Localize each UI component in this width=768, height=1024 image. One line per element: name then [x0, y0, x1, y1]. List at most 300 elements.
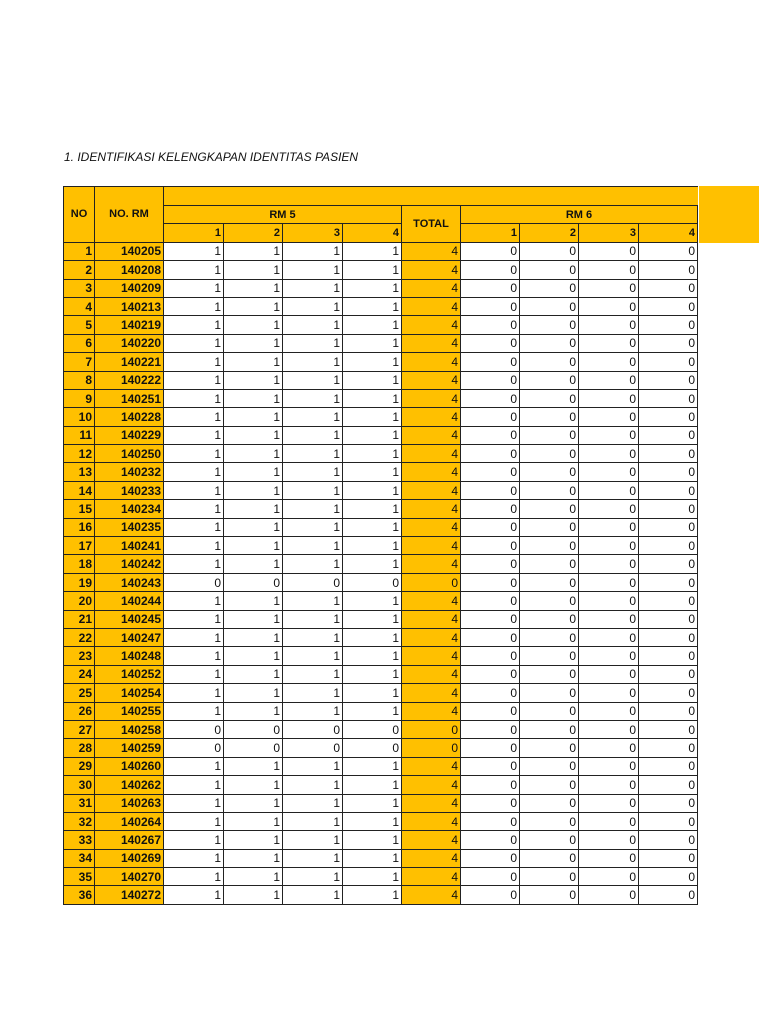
cell-no-rm[interactable]: 140259: [95, 739, 164, 757]
cell-rm5-1[interactable]: 1: [164, 445, 224, 463]
cell-rm5-4[interactable]: 1: [343, 389, 402, 407]
cell-rm5-1[interactable]: 0: [164, 573, 224, 591]
cell-rm5-1[interactable]: 1: [164, 389, 224, 407]
cell-rm5-4[interactable]: 1: [343, 647, 402, 665]
cell-no[interactable]: 27: [64, 720, 95, 738]
cell-rm5-2[interactable]: 1: [224, 702, 283, 720]
cell-rm5-1[interactable]: 1: [164, 647, 224, 665]
cell-rm6-1[interactable]: 0: [461, 316, 520, 334]
cell-no[interactable]: 29: [64, 757, 95, 775]
cell-rm6-1[interactable]: 0: [461, 628, 520, 646]
cell-rm6-1[interactable]: 0: [461, 886, 520, 904]
cell-total[interactable]: 4: [402, 812, 461, 830]
cell-rm6-3[interactable]: 0: [579, 297, 639, 315]
cell-rm6-1[interactable]: 0: [461, 518, 520, 536]
cell-rm5-4[interactable]: 1: [343, 684, 402, 702]
cell-rm6-1[interactable]: 0: [461, 242, 520, 260]
cell-no-rm[interactable]: 140251: [95, 389, 164, 407]
header-rm5-2[interactable]: 2: [224, 224, 283, 242]
cell-no[interactable]: 8: [64, 371, 95, 389]
cell-rm6-4[interactable]: 0: [639, 463, 698, 481]
cell-no[interactable]: 2: [64, 261, 95, 279]
header-no-rm[interactable]: NO. RM: [95, 187, 164, 243]
cell-rm6-1[interactable]: 0: [461, 720, 520, 738]
cell-rm6-2[interactable]: 0: [520, 886, 579, 904]
header-rm6-2[interactable]: 2: [520, 224, 579, 242]
cell-rm6-3[interactable]: 0: [579, 665, 639, 683]
cell-rm5-2[interactable]: 1: [224, 426, 283, 444]
cell-rm6-1[interactable]: 0: [461, 610, 520, 628]
cell-rm6-3[interactable]: 0: [579, 408, 639, 426]
header-rm5-1[interactable]: 1: [164, 224, 224, 242]
cell-rm6-1[interactable]: 0: [461, 831, 520, 849]
cell-rm6-3[interactable]: 0: [579, 555, 639, 573]
cell-rm5-1[interactable]: 1: [164, 242, 224, 260]
cell-rm5-2[interactable]: 1: [224, 261, 283, 279]
cell-rm6-3[interactable]: 0: [579, 371, 639, 389]
cell-rm6-4[interactable]: 0: [639, 647, 698, 665]
cell-rm6-3[interactable]: 0: [579, 886, 639, 904]
cell-rm6-3[interactable]: 0: [579, 334, 639, 352]
cell-rm6-3[interactable]: 0: [579, 702, 639, 720]
cell-rm6-1[interactable]: 0: [461, 665, 520, 683]
cell-rm5-4[interactable]: 1: [343, 886, 402, 904]
cell-no[interactable]: 24: [64, 665, 95, 683]
cell-rm5-4[interactable]: 1: [343, 297, 402, 315]
cell-no[interactable]: 5: [64, 316, 95, 334]
cell-rm6-1[interactable]: 0: [461, 297, 520, 315]
cell-no-rm[interactable]: 140244: [95, 592, 164, 610]
cell-rm6-2[interactable]: 0: [520, 684, 579, 702]
cell-rm6-1[interactable]: 0: [461, 408, 520, 426]
cell-rm6-1[interactable]: 0: [461, 279, 520, 297]
cell-rm5-3[interactable]: 1: [283, 702, 343, 720]
cell-rm6-4[interactable]: 0: [639, 297, 698, 315]
cell-total[interactable]: 4: [402, 592, 461, 610]
cell-rm5-4[interactable]: 1: [343, 481, 402, 499]
cell-rm5-4[interactable]: 1: [343, 316, 402, 334]
cell-rm5-3[interactable]: 1: [283, 297, 343, 315]
cell-total[interactable]: 4: [402, 316, 461, 334]
cell-rm6-2[interactable]: 0: [520, 426, 579, 444]
cell-rm5-2[interactable]: 1: [224, 408, 283, 426]
cell-rm5-1[interactable]: 1: [164, 812, 224, 830]
cell-rm6-3[interactable]: 0: [579, 868, 639, 886]
cell-no-rm[interactable]: 140233: [95, 481, 164, 499]
cell-rm5-1[interactable]: 1: [164, 555, 224, 573]
cell-rm6-1[interactable]: 0: [461, 702, 520, 720]
cell-rm5-1[interactable]: 1: [164, 481, 224, 499]
cell-rm6-1[interactable]: 0: [461, 555, 520, 573]
cell-rm5-2[interactable]: 1: [224, 684, 283, 702]
cell-rm6-1[interactable]: 0: [461, 849, 520, 867]
cell-rm6-3[interactable]: 0: [579, 242, 639, 260]
cell-rm5-1[interactable]: 1: [164, 610, 224, 628]
cell-rm5-4[interactable]: 1: [343, 463, 402, 481]
cell-rm6-2[interactable]: 0: [520, 279, 579, 297]
cell-no-rm[interactable]: 140219: [95, 316, 164, 334]
cell-rm5-2[interactable]: 1: [224, 812, 283, 830]
cell-rm5-4[interactable]: 1: [343, 518, 402, 536]
cell-total[interactable]: 4: [402, 610, 461, 628]
cell-rm5-4[interactable]: 1: [343, 812, 402, 830]
cell-rm6-4[interactable]: 0: [639, 371, 698, 389]
cell-rm6-3[interactable]: 0: [579, 481, 639, 499]
cell-rm5-4[interactable]: 0: [343, 739, 402, 757]
cell-rm6-3[interactable]: 0: [579, 316, 639, 334]
cell-total[interactable]: 4: [402, 518, 461, 536]
cell-rm6-1[interactable]: 0: [461, 592, 520, 610]
cell-no-rm[interactable]: 140213: [95, 297, 164, 315]
cell-no[interactable]: 3: [64, 279, 95, 297]
cell-total[interactable]: 4: [402, 408, 461, 426]
cell-rm5-4[interactable]: 0: [343, 573, 402, 591]
cell-rm5-3[interactable]: 1: [283, 445, 343, 463]
cell-rm5-4[interactable]: 1: [343, 537, 402, 555]
cell-rm5-4[interactable]: 1: [343, 353, 402, 371]
cell-rm5-4[interactable]: 1: [343, 334, 402, 352]
cell-rm5-3[interactable]: 1: [283, 757, 343, 775]
cell-rm6-4[interactable]: 0: [639, 573, 698, 591]
cell-rm5-2[interactable]: 1: [224, 500, 283, 518]
cell-rm5-3[interactable]: 1: [283, 776, 343, 794]
cell-rm5-1[interactable]: 1: [164, 297, 224, 315]
cell-rm5-1[interactable]: 1: [164, 261, 224, 279]
cell-rm6-2[interactable]: 0: [520, 831, 579, 849]
cell-rm5-1[interactable]: 1: [164, 463, 224, 481]
cell-rm5-4[interactable]: 1: [343, 555, 402, 573]
cell-rm6-1[interactable]: 0: [461, 739, 520, 757]
cell-no[interactable]: 6: [64, 334, 95, 352]
cell-rm6-2[interactable]: 0: [520, 445, 579, 463]
cell-no[interactable]: 23: [64, 647, 95, 665]
cell-rm6-4[interactable]: 0: [639, 739, 698, 757]
cell-rm5-2[interactable]: 1: [224, 353, 283, 371]
cell-rm5-3[interactable]: 0: [283, 573, 343, 591]
cell-no-rm[interactable]: 140221: [95, 353, 164, 371]
cell-rm6-3[interactable]: 0: [579, 389, 639, 407]
cell-rm5-3[interactable]: 1: [283, 628, 343, 646]
cell-rm5-3[interactable]: 1: [283, 279, 343, 297]
cell-rm5-4[interactable]: 1: [343, 776, 402, 794]
cell-rm5-2[interactable]: 1: [224, 757, 283, 775]
cell-rm6-4[interactable]: 0: [639, 812, 698, 830]
cell-rm6-4[interactable]: 0: [639, 261, 698, 279]
cell-rm6-3[interactable]: 0: [579, 537, 639, 555]
cell-rm6-3[interactable]: 0: [579, 739, 639, 757]
cell-rm6-2[interactable]: 0: [520, 316, 579, 334]
cell-no-rm[interactable]: 140242: [95, 555, 164, 573]
cell-no[interactable]: 15: [64, 500, 95, 518]
cell-rm5-3[interactable]: 1: [283, 353, 343, 371]
cell-rm5-3[interactable]: 0: [283, 739, 343, 757]
cell-no-rm[interactable]: 140220: [95, 334, 164, 352]
cell-no[interactable]: 31: [64, 794, 95, 812]
cell-rm6-4[interactable]: 0: [639, 702, 698, 720]
cell-no-rm[interactable]: 140243: [95, 573, 164, 591]
cell-total[interactable]: 4: [402, 628, 461, 646]
cell-rm6-3[interactable]: 0: [579, 573, 639, 591]
cell-total[interactable]: 4: [402, 334, 461, 352]
cell-rm5-1[interactable]: 1: [164, 757, 224, 775]
cell-rm5-2[interactable]: 1: [224, 316, 283, 334]
cell-no-rm[interactable]: 140248: [95, 647, 164, 665]
cell-rm6-2[interactable]: 0: [520, 297, 579, 315]
cell-rm6-3[interactable]: 0: [579, 592, 639, 610]
cell-rm5-3[interactable]: 1: [283, 794, 343, 812]
cell-rm5-4[interactable]: 1: [343, 868, 402, 886]
cell-rm6-4[interactable]: 0: [639, 794, 698, 812]
cell-rm5-1[interactable]: 1: [164, 831, 224, 849]
cell-rm5-3[interactable]: 1: [283, 592, 343, 610]
cell-no[interactable]: 1: [64, 242, 95, 260]
cell-rm5-2[interactable]: 1: [224, 389, 283, 407]
cell-rm5-2[interactable]: 1: [224, 849, 283, 867]
cell-rm5-1[interactable]: 1: [164, 794, 224, 812]
cell-no[interactable]: 26: [64, 702, 95, 720]
cell-total[interactable]: 4: [402, 702, 461, 720]
cell-rm6-2[interactable]: 0: [520, 868, 579, 886]
cell-total[interactable]: 4: [402, 445, 461, 463]
cell-rm6-1[interactable]: 0: [461, 261, 520, 279]
cell-rm6-2[interactable]: 0: [520, 518, 579, 536]
cell-total[interactable]: 4: [402, 555, 461, 573]
cell-rm6-2[interactable]: 0: [520, 481, 579, 499]
cell-rm5-2[interactable]: 1: [224, 555, 283, 573]
cell-rm6-1[interactable]: 0: [461, 445, 520, 463]
cell-rm6-1[interactable]: 0: [461, 684, 520, 702]
cell-rm5-2[interactable]: 1: [224, 537, 283, 555]
cell-rm5-4[interactable]: 1: [343, 831, 402, 849]
cell-rm5-1[interactable]: 1: [164, 776, 224, 794]
cell-rm6-4[interactable]: 0: [639, 886, 698, 904]
cell-rm6-1[interactable]: 0: [461, 794, 520, 812]
cell-total[interactable]: 0: [402, 573, 461, 591]
cell-no-rm[interactable]: 140269: [95, 849, 164, 867]
cell-no-rm[interactable]: 140263: [95, 794, 164, 812]
cell-no[interactable]: 12: [64, 445, 95, 463]
cell-rm6-2[interactable]: 0: [520, 353, 579, 371]
cell-no[interactable]: 34: [64, 849, 95, 867]
header-rm6-1[interactable]: 1: [461, 224, 520, 242]
cell-no[interactable]: 36: [64, 886, 95, 904]
header-rm6-3[interactable]: 3: [579, 224, 639, 242]
cell-rm6-2[interactable]: 0: [520, 261, 579, 279]
cell-rm6-1[interactable]: 0: [461, 334, 520, 352]
cell-rm6-4[interactable]: 0: [639, 610, 698, 628]
cell-rm6-1[interactable]: 0: [461, 463, 520, 481]
cell-no-rm[interactable]: 140205: [95, 242, 164, 260]
cell-rm6-2[interactable]: 0: [520, 849, 579, 867]
cell-rm5-3[interactable]: 1: [283, 463, 343, 481]
cell-rm6-1[interactable]: 0: [461, 868, 520, 886]
cell-no-rm[interactable]: 140264: [95, 812, 164, 830]
cell-rm5-1[interactable]: 1: [164, 408, 224, 426]
cell-no-rm[interactable]: 140258: [95, 720, 164, 738]
cell-rm6-3[interactable]: 0: [579, 720, 639, 738]
cell-rm6-4[interactable]: 0: [639, 555, 698, 573]
cell-rm5-3[interactable]: 1: [283, 389, 343, 407]
cell-rm6-1[interactable]: 0: [461, 776, 520, 794]
cell-no[interactable]: 25: [64, 684, 95, 702]
cell-rm6-4[interactable]: 0: [639, 592, 698, 610]
cell-no[interactable]: 21: [64, 610, 95, 628]
cell-no[interactable]: 7: [64, 353, 95, 371]
cell-total[interactable]: 4: [402, 757, 461, 775]
cell-no[interactable]: 16: [64, 518, 95, 536]
cell-total[interactable]: 4: [402, 481, 461, 499]
cell-no-rm[interactable]: 140235: [95, 518, 164, 536]
cell-rm5-3[interactable]: 1: [283, 334, 343, 352]
cell-rm5-2[interactable]: 1: [224, 334, 283, 352]
cell-rm6-4[interactable]: 0: [639, 279, 698, 297]
cell-no-rm[interactable]: 140270: [95, 868, 164, 886]
cell-rm5-3[interactable]: 1: [283, 518, 343, 536]
cell-rm5-3[interactable]: 1: [283, 316, 343, 334]
cell-rm6-3[interactable]: 0: [579, 757, 639, 775]
cell-rm5-2[interactable]: 0: [224, 573, 283, 591]
cell-rm5-3[interactable]: 1: [283, 261, 343, 279]
cell-no-rm[interactable]: 140241: [95, 537, 164, 555]
cell-total[interactable]: 4: [402, 426, 461, 444]
cell-rm6-3[interactable]: 0: [579, 812, 639, 830]
cell-rm6-3[interactable]: 0: [579, 610, 639, 628]
header-rm5-3[interactable]: 3: [283, 224, 343, 242]
cell-rm5-1[interactable]: 1: [164, 628, 224, 646]
cell-rm5-3[interactable]: 1: [283, 408, 343, 426]
cell-rm6-4[interactable]: 0: [639, 426, 698, 444]
cell-total[interactable]: 0: [402, 739, 461, 757]
header-total[interactable]: TOTAL: [402, 206, 461, 243]
cell-rm5-1[interactable]: 1: [164, 537, 224, 555]
cell-no-rm[interactable]: 140260: [95, 757, 164, 775]
cell-rm5-4[interactable]: 0: [343, 720, 402, 738]
cell-rm5-1[interactable]: 1: [164, 592, 224, 610]
cell-rm6-2[interactable]: 0: [520, 537, 579, 555]
cell-rm5-3[interactable]: 1: [283, 868, 343, 886]
cell-rm5-2[interactable]: 1: [224, 463, 283, 481]
cell-total[interactable]: 4: [402, 371, 461, 389]
cell-rm5-4[interactable]: 1: [343, 702, 402, 720]
cell-rm6-3[interactable]: 0: [579, 500, 639, 518]
cell-rm6-2[interactable]: 0: [520, 610, 579, 628]
cell-no[interactable]: 19: [64, 573, 95, 591]
cell-no[interactable]: 32: [64, 812, 95, 830]
cell-rm5-4[interactable]: 1: [343, 426, 402, 444]
cell-rm5-3[interactable]: 1: [283, 555, 343, 573]
cell-rm6-2[interactable]: 0: [520, 463, 579, 481]
cell-rm6-2[interactable]: 0: [520, 702, 579, 720]
cell-total[interactable]: 4: [402, 297, 461, 315]
cell-rm6-3[interactable]: 0: [579, 353, 639, 371]
cell-rm5-1[interactable]: 0: [164, 720, 224, 738]
cell-rm5-2[interactable]: 1: [224, 610, 283, 628]
cell-total[interactable]: 4: [402, 684, 461, 702]
cell-no[interactable]: 30: [64, 776, 95, 794]
cell-rm5-3[interactable]: 1: [283, 371, 343, 389]
cell-no[interactable]: 14: [64, 481, 95, 499]
cell-rm6-1[interactable]: 0: [461, 647, 520, 665]
cell-rm5-3[interactable]: 1: [283, 426, 343, 444]
cell-rm6-2[interactable]: 0: [520, 794, 579, 812]
cell-rm5-4[interactable]: 1: [343, 610, 402, 628]
cell-rm5-2[interactable]: 1: [224, 647, 283, 665]
cell-rm6-1[interactable]: 0: [461, 757, 520, 775]
cell-rm6-2[interactable]: 0: [520, 408, 579, 426]
cell-rm5-1[interactable]: 1: [164, 426, 224, 444]
cell-total[interactable]: 4: [402, 849, 461, 867]
cell-no-rm[interactable]: 140232: [95, 463, 164, 481]
cell-rm6-4[interactable]: 0: [639, 868, 698, 886]
cell-no-rm[interactable]: 140222: [95, 371, 164, 389]
cell-rm5-1[interactable]: 1: [164, 518, 224, 536]
cell-rm6-1[interactable]: 0: [461, 481, 520, 499]
cell-rm5-2[interactable]: 1: [224, 794, 283, 812]
cell-rm5-1[interactable]: 1: [164, 702, 224, 720]
cell-rm5-4[interactable]: 1: [343, 445, 402, 463]
cell-total[interactable]: 4: [402, 665, 461, 683]
cell-no[interactable]: 17: [64, 537, 95, 555]
cell-rm5-1[interactable]: 1: [164, 279, 224, 297]
cell-no-rm[interactable]: 140208: [95, 261, 164, 279]
cell-rm5-3[interactable]: 1: [283, 537, 343, 555]
cell-rm6-1[interactable]: 0: [461, 389, 520, 407]
cell-rm5-2[interactable]: 1: [224, 868, 283, 886]
cell-rm6-3[interactable]: 0: [579, 831, 639, 849]
cell-no-rm[interactable]: 140245: [95, 610, 164, 628]
cell-rm5-2[interactable]: 1: [224, 886, 283, 904]
cell-rm5-4[interactable]: 1: [343, 628, 402, 646]
cell-rm5-3[interactable]: 1: [283, 831, 343, 849]
cell-total[interactable]: 4: [402, 389, 461, 407]
cell-rm6-4[interactable]: 0: [639, 389, 698, 407]
cell-rm6-3[interactable]: 0: [579, 628, 639, 646]
cell-total[interactable]: 4: [402, 261, 461, 279]
cell-rm5-4[interactable]: 1: [343, 665, 402, 683]
cell-rm6-2[interactable]: 0: [520, 720, 579, 738]
cell-rm5-3[interactable]: 0: [283, 720, 343, 738]
cell-rm5-1[interactable]: 1: [164, 684, 224, 702]
cell-rm5-2[interactable]: 1: [224, 279, 283, 297]
cell-rm5-1[interactable]: 1: [164, 316, 224, 334]
cell-no-rm[interactable]: 140272: [95, 886, 164, 904]
cell-rm5-3[interactable]: 1: [283, 849, 343, 867]
cell-rm5-4[interactable]: 1: [343, 500, 402, 518]
cell-rm6-3[interactable]: 0: [579, 776, 639, 794]
cell-rm5-4[interactable]: 1: [343, 794, 402, 812]
cell-rm6-4[interactable]: 0: [639, 537, 698, 555]
cell-no[interactable]: 4: [64, 297, 95, 315]
cell-rm5-2[interactable]: 1: [224, 242, 283, 260]
cell-no-rm[interactable]: 140262: [95, 776, 164, 794]
cell-rm6-3[interactable]: 0: [579, 518, 639, 536]
cell-rm6-4[interactable]: 0: [639, 242, 698, 260]
cell-no[interactable]: 18: [64, 555, 95, 573]
cell-rm5-4[interactable]: 1: [343, 849, 402, 867]
cell-rm6-2[interactable]: 0: [520, 665, 579, 683]
cell-total[interactable]: 4: [402, 279, 461, 297]
cell-rm6-2[interactable]: 0: [520, 812, 579, 830]
cell-no[interactable]: 10: [64, 408, 95, 426]
cell-total[interactable]: 4: [402, 886, 461, 904]
cell-rm6-3[interactable]: 0: [579, 426, 639, 444]
cell-rm6-1[interactable]: 0: [461, 537, 520, 555]
cell-rm6-3[interactable]: 0: [579, 849, 639, 867]
cell-rm6-2[interactable]: 0: [520, 757, 579, 775]
cell-rm5-3[interactable]: 1: [283, 886, 343, 904]
cell-rm6-2[interactable]: 0: [520, 776, 579, 794]
cell-no[interactable]: 13: [64, 463, 95, 481]
